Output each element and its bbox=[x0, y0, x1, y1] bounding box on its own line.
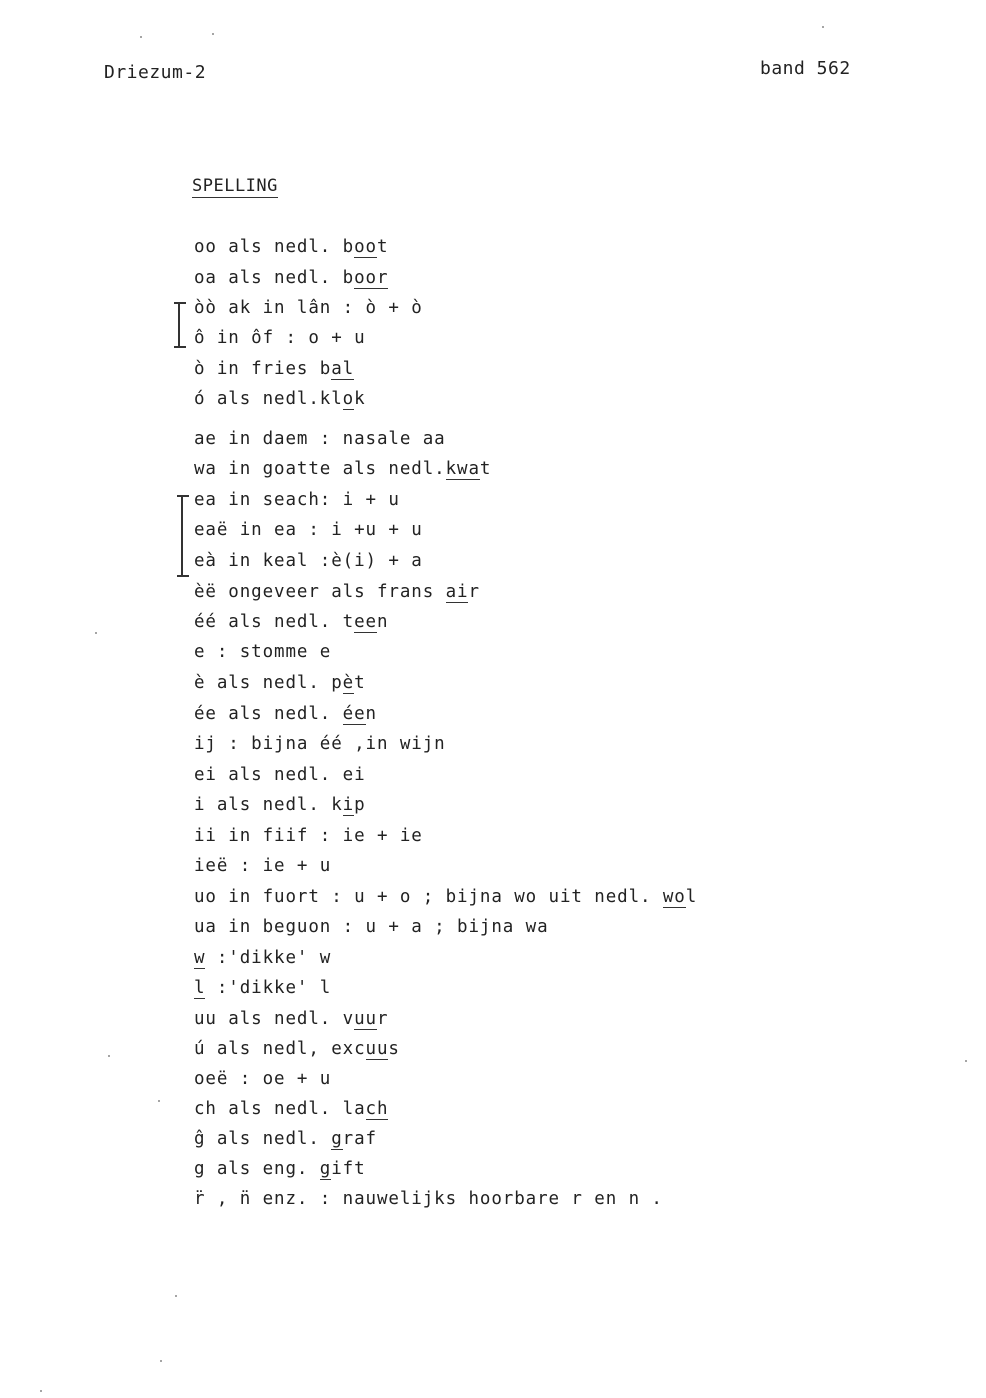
line-text-after: t bbox=[376, 237, 389, 257]
spelling-line bbox=[194, 856, 331, 876]
line-text-after: t bbox=[354, 673, 366, 693]
line-text-before: wa in goatte als nedl. bbox=[194, 459, 446, 479]
underlined-example: ai bbox=[445, 582, 469, 602]
spelling-line bbox=[194, 887, 697, 907]
spelling-line bbox=[194, 459, 491, 479]
spelling-line bbox=[194, 520, 423, 540]
spelling-line bbox=[194, 612, 388, 632]
underlined-example: ee bbox=[354, 612, 377, 632]
underlined-example: uu bbox=[354, 1009, 377, 1029]
spelling-line bbox=[194, 1129, 377, 1149]
line-text-after: s bbox=[388, 1039, 400, 1059]
line-text-before: ô in ôf : o + u bbox=[194, 328, 366, 348]
spelling-line bbox=[194, 917, 549, 937]
line-text-before: ch als nedl. la bbox=[194, 1099, 366, 1119]
page-speck bbox=[212, 33, 214, 35]
underlined-example: i bbox=[342, 795, 355, 815]
spelling-line bbox=[194, 268, 388, 288]
underlined-example: oor bbox=[354, 268, 389, 288]
line-text-before: i als nedl. k bbox=[194, 795, 343, 815]
spelling-line bbox=[194, 359, 354, 379]
line-text-before: eà in keal :è(i) + a bbox=[194, 551, 423, 571]
line-text-after: r bbox=[376, 1009, 389, 1029]
line-text-after: r bbox=[468, 582, 480, 602]
line-text-after: k bbox=[354, 389, 366, 409]
line-text-before: g als eng. bbox=[194, 1159, 320, 1179]
line-text-before: éé als nedl. t bbox=[194, 612, 355, 632]
line-text-after: n bbox=[376, 612, 389, 632]
spelling-line bbox=[194, 826, 423, 846]
bracket-o-group bbox=[178, 302, 180, 348]
spelling-list bbox=[194, 0, 894, 1398]
line-text-after: ift bbox=[331, 1159, 366, 1179]
spelling-line bbox=[194, 1039, 400, 1059]
line-text-before: uu als nedl. v bbox=[194, 1009, 355, 1029]
underlined-example: è bbox=[342, 673, 355, 693]
spelling-line bbox=[194, 978, 331, 998]
spelling-line bbox=[194, 765, 366, 785]
underlined-example: al bbox=[331, 359, 355, 379]
page-speck bbox=[160, 1360, 162, 1362]
line-text-before: ieë : ie + u bbox=[194, 856, 332, 876]
page-speck bbox=[95, 632, 97, 634]
line-text-before: oa als nedl. b bbox=[194, 268, 355, 288]
line-text-before: ae in daem : nasale aa bbox=[194, 429, 446, 449]
line-text-before: r̈ , n̈ enz. : nauwelijks hoorbare r en n . bbox=[194, 1189, 663, 1209]
line-text-before: ò in fries b bbox=[194, 359, 332, 379]
spelling-line bbox=[194, 429, 446, 449]
line-text-after: p bbox=[354, 795, 366, 815]
line-text-before: oo als nedl. b bbox=[194, 237, 355, 257]
spelling-line bbox=[194, 673, 366, 693]
page-speck bbox=[175, 1295, 177, 1297]
page-speck bbox=[965, 1060, 967, 1062]
underlined-example: oo bbox=[354, 237, 377, 257]
underlined-example: ée bbox=[342, 704, 366, 724]
underlined-example: wo bbox=[662, 887, 686, 907]
spelling-line bbox=[194, 642, 331, 662]
line-text-before: ij : bijna éé ,in wijn bbox=[194, 734, 446, 754]
spelling-line bbox=[194, 582, 480, 602]
line-text-before: uo in fuort : u + o ; bijna wo uit nedl. bbox=[194, 887, 663, 907]
spelling-line bbox=[194, 490, 400, 510]
underlined-example: g bbox=[331, 1129, 343, 1149]
line-text-before: ea in seach: i + u bbox=[194, 490, 400, 510]
spelling-line bbox=[194, 1189, 663, 1209]
page-speck bbox=[40, 1390, 42, 1392]
spelling-line bbox=[194, 795, 366, 815]
line-text-before: ú als nedl, exc bbox=[194, 1039, 366, 1059]
header-right: band 562 bbox=[760, 58, 851, 79]
line-text-before: ó als nedl.kl bbox=[194, 389, 343, 409]
spelling-line bbox=[194, 734, 446, 754]
spelling-line bbox=[194, 328, 366, 348]
spelling-line bbox=[194, 551, 423, 571]
underlined-example: w bbox=[194, 948, 206, 968]
spelling-line bbox=[194, 948, 331, 968]
line-text-after: n bbox=[365, 704, 377, 724]
spelling-line bbox=[194, 1159, 366, 1179]
line-text-before: ua in beguon : u + a ; bijna wa bbox=[194, 917, 549, 937]
line-text-before: èë ongeveer als frans bbox=[194, 582, 446, 602]
line-text-before: oeë : oe + u bbox=[194, 1069, 332, 1089]
line-text-after: t bbox=[479, 459, 492, 479]
underlined-example: kwa bbox=[445, 459, 480, 479]
spelling-line bbox=[194, 1099, 388, 1119]
line-text-after: :'dikke' w bbox=[205, 948, 332, 968]
bracket-ea-group bbox=[181, 495, 183, 577]
line-text-before: ii in fiif : ie + ie bbox=[194, 826, 423, 846]
spelling-line bbox=[194, 1069, 331, 1089]
line-text-after: l bbox=[685, 887, 698, 907]
page-speck bbox=[140, 36, 142, 38]
underlined-example: ch bbox=[365, 1099, 389, 1119]
page-speck bbox=[108, 1055, 110, 1057]
underlined-example: l bbox=[194, 978, 206, 998]
spelling-line bbox=[194, 1009, 388, 1029]
spelling-line bbox=[194, 298, 423, 318]
page-title: SPELLING bbox=[192, 176, 278, 196]
line-text-before: e : stomme e bbox=[194, 642, 332, 662]
spelling-line bbox=[194, 704, 377, 724]
underlined-example: g bbox=[319, 1159, 332, 1179]
underlined-example: o bbox=[342, 389, 355, 409]
line-text-after: :'dikke' l bbox=[205, 978, 332, 998]
line-text-before: eaë in ea : i +u + u bbox=[194, 520, 423, 540]
spelling-line bbox=[194, 237, 388, 257]
line-text-before: ĝ als nedl. bbox=[194, 1129, 332, 1149]
page-speck bbox=[822, 26, 824, 28]
line-text-after: raf bbox=[342, 1129, 377, 1149]
line-text-before: ée als nedl. bbox=[194, 704, 343, 724]
line-text-before: è als nedl. p bbox=[194, 673, 343, 693]
spelling-line bbox=[194, 389, 366, 409]
line-text-before: òò ak in lân : ò + ò bbox=[194, 298, 423, 318]
header-left: Driezum-2 bbox=[104, 62, 207, 83]
page-speck bbox=[158, 1100, 160, 1102]
underlined-example: uu bbox=[365, 1039, 389, 1059]
line-text-before: ei als nedl. ei bbox=[194, 765, 366, 785]
